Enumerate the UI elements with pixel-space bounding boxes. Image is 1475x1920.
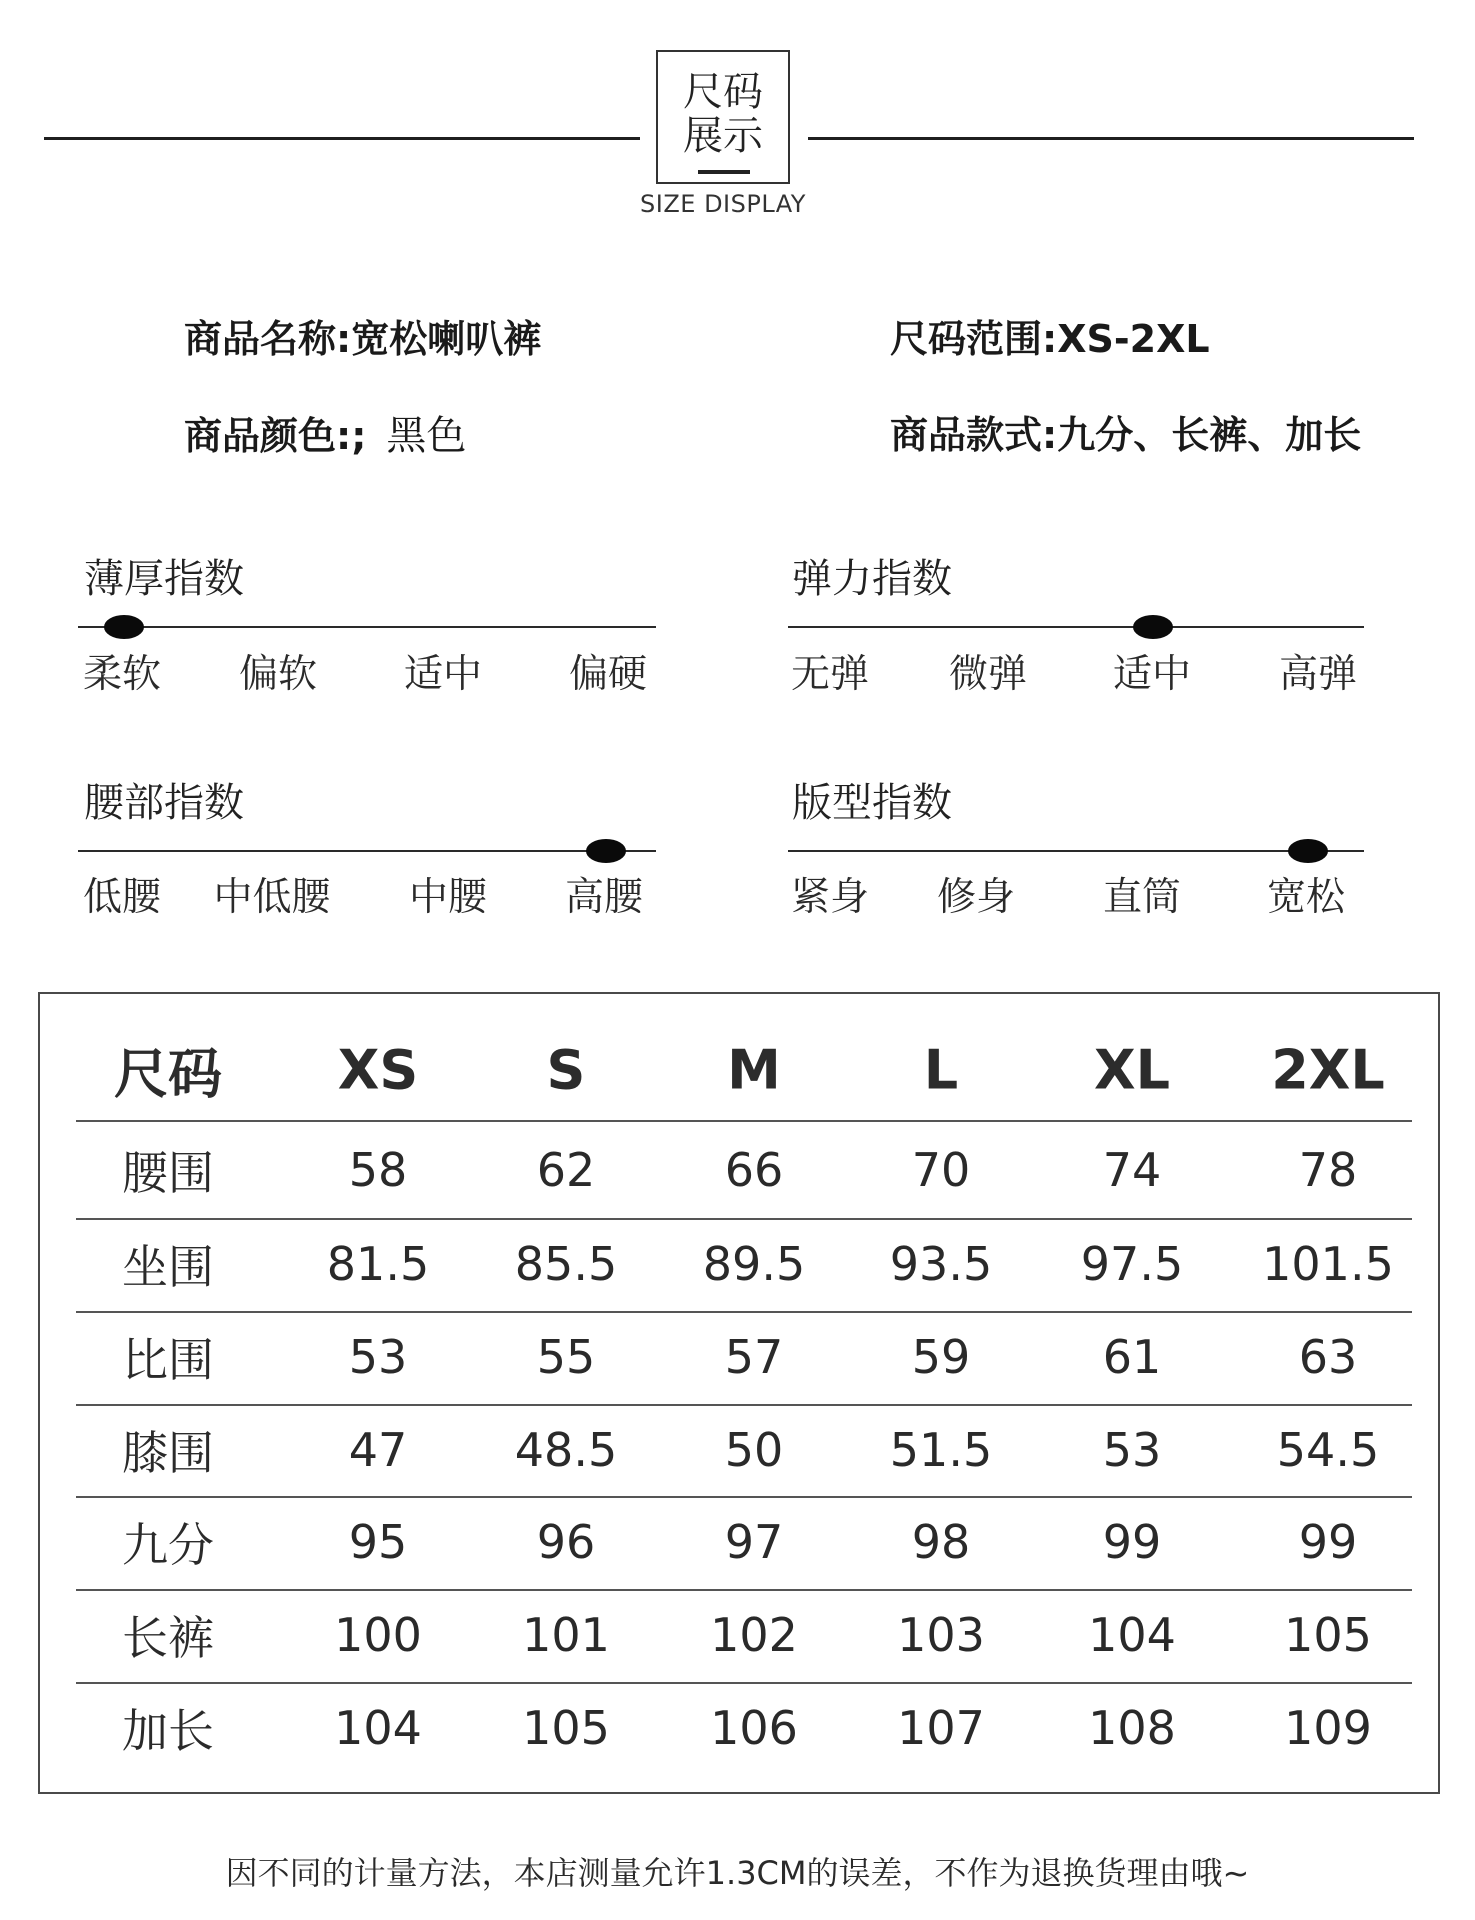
measurement-disclaimer: 因不同的计量方法，本店测量允许1.3CM的误差，不作为退换货理由哦~ [225,1854,1250,1892]
size-column-header: M [727,1038,781,1102]
size-table-cell: 103 [897,1608,985,1662]
size-table-row-label: 坐围 [122,1240,214,1294]
size-table-row-divider [76,1218,1412,1220]
size-table-cell: 89.5 [702,1237,806,1291]
thickness-index-line [78,626,656,628]
size-table-cell: 102 [710,1608,798,1662]
header-title-box [656,50,790,184]
waist-index-line [78,850,656,852]
size-table-row-label: 长裤 [122,1611,214,1665]
thickness-option: 偏软 [238,652,318,697]
waist-option: 中低腰 [213,875,331,920]
product-style-value: 九分、长裤、加长 [1057,413,1362,457]
size-table-row-label: 腰围 [122,1146,214,1200]
size-table-cell: 101.5 [1262,1237,1394,1291]
size-table-cell: 96 [536,1515,596,1569]
product-size-range [890,308,1210,363]
elasticity-option: 无弹 [790,652,870,697]
thickness-option: 适中 [403,652,483,697]
size-table-row-divider [76,1589,1412,1591]
fit-option: 直筒 [1102,875,1182,920]
product-name-label: 商品名称: [184,317,352,361]
elasticity-option: 高弹 [1278,652,1358,697]
header-rule-right [808,137,1414,140]
size-table-row-label: 膝围 [122,1426,214,1480]
elasticity-option: 微弹 [948,652,1028,697]
size-table-cell: 51.5 [889,1423,993,1477]
size-table-row-label: 加长 [122,1704,214,1758]
size-table-cell: 105 [522,1701,610,1755]
size-table-cell: 70 [911,1143,971,1197]
size-table-cell: 106 [710,1701,798,1755]
size-table-cell: 104 [334,1701,422,1755]
header-rule-left [44,137,640,140]
size-table-cell: 74 [1102,1143,1162,1197]
size-table-row-divider [76,1404,1412,1406]
size-table-cell: 53 [1102,1423,1162,1477]
size-table-cell: 66 [724,1143,784,1197]
header-title-underline [698,170,750,174]
fit-index-marker [1288,839,1328,863]
waist-option: 中腰 [408,875,488,920]
header-title-line2: 展示 [683,113,763,159]
size-table-cell: 50 [724,1423,784,1477]
size-table-cell: 55 [536,1330,596,1384]
size-table-cell: 99 [1298,1515,1358,1569]
size-column-header: XL [1093,1038,1171,1102]
size-table [38,992,1440,1794]
product-size-range-label: 尺码范围: [890,317,1058,361]
size-table-cell: 62 [536,1143,596,1197]
size-column-header: L [923,1038,959,1102]
size-table-cell: 61 [1102,1330,1162,1384]
product-color-label: 商品颜色:; [184,414,367,458]
waist-index-marker [586,839,626,863]
thickness-option: 柔软 [82,652,162,697]
size-table-cell: 95 [348,1515,408,1569]
size-table-cell: 100 [334,1608,422,1662]
size-table-row-divider [76,1120,1412,1122]
elasticity-index-marker [1133,615,1173,639]
size-table-corner-header: 尺码 [114,1042,222,1106]
header-subtitle: SIZE DISPLAY [640,190,806,218]
size-table-cell: 101 [522,1608,610,1662]
fit-index-line [788,850,1364,852]
size-table-cell: 78 [1298,1143,1358,1197]
thickness-index-marker [104,615,144,639]
size-column-header: 2XL [1271,1038,1385,1102]
size-table-cell: 108 [1088,1701,1176,1755]
size-table-cell: 59 [911,1330,971,1384]
fit-option: 修身 [936,875,1016,920]
elasticity-index-line [788,626,1364,628]
size-table-cell: 47 [348,1423,408,1477]
size-table-cell: 105 [1284,1608,1372,1662]
size-table-cell: 109 [1284,1701,1372,1755]
size-table-cell: 99 [1102,1515,1162,1569]
size-table-cell: 98 [911,1515,971,1569]
size-table-cell: 57 [724,1330,784,1384]
fit-option: 宽松 [1266,875,1346,920]
size-table-cell: 81.5 [326,1237,430,1291]
fit-index-title: 版型指数 [792,780,952,826]
size-table-cell: 97.5 [1080,1237,1184,1291]
size-table-cell: 58 [348,1143,408,1197]
size-table-row-label: 九分 [122,1518,214,1572]
header-title-line1: 尺码 [683,69,763,115]
product-style-label: 商品款式: [890,413,1058,457]
thickness-index-title: 薄厚指数 [84,556,244,602]
waist-option: 高腰 [564,875,644,920]
waist-index-title: 腰部指数 [84,780,244,826]
size-table-cell: 93.5 [889,1237,993,1291]
product-color [184,404,466,461]
waist-option: 低腰 [82,875,162,920]
fit-option: 紧身 [790,875,870,920]
size-table-cell: 85.5 [514,1237,618,1291]
size-table-row-divider [76,1682,1412,1684]
product-name-value: 宽松喇叭裤 [351,317,542,361]
size-column-header: XS [337,1038,419,1102]
product-color-value: 黑色 [386,413,467,459]
size-table-cell: 97 [724,1515,784,1569]
size-table-cell: 53 [348,1330,408,1384]
elasticity-index-title: 弹力指数 [792,556,952,602]
elasticity-option: 适中 [1112,652,1192,697]
size-table-row-label: 比围 [122,1333,214,1387]
size-table-cell: 63 [1298,1330,1358,1384]
size-table-cell: 104 [1088,1608,1176,1662]
size-table-cell: 54.5 [1276,1423,1380,1477]
product-size-range-value: XS-2XL [1057,317,1210,361]
product-style [890,404,1361,459]
thickness-option: 偏硬 [568,652,648,697]
size-table-row-divider [76,1311,1412,1313]
product-name [184,308,541,363]
size-table-cell: 107 [897,1701,985,1755]
size-table-row-divider [76,1496,1412,1498]
size-table-cell: 48.5 [514,1423,618,1477]
size-column-header: S [546,1038,586,1102]
